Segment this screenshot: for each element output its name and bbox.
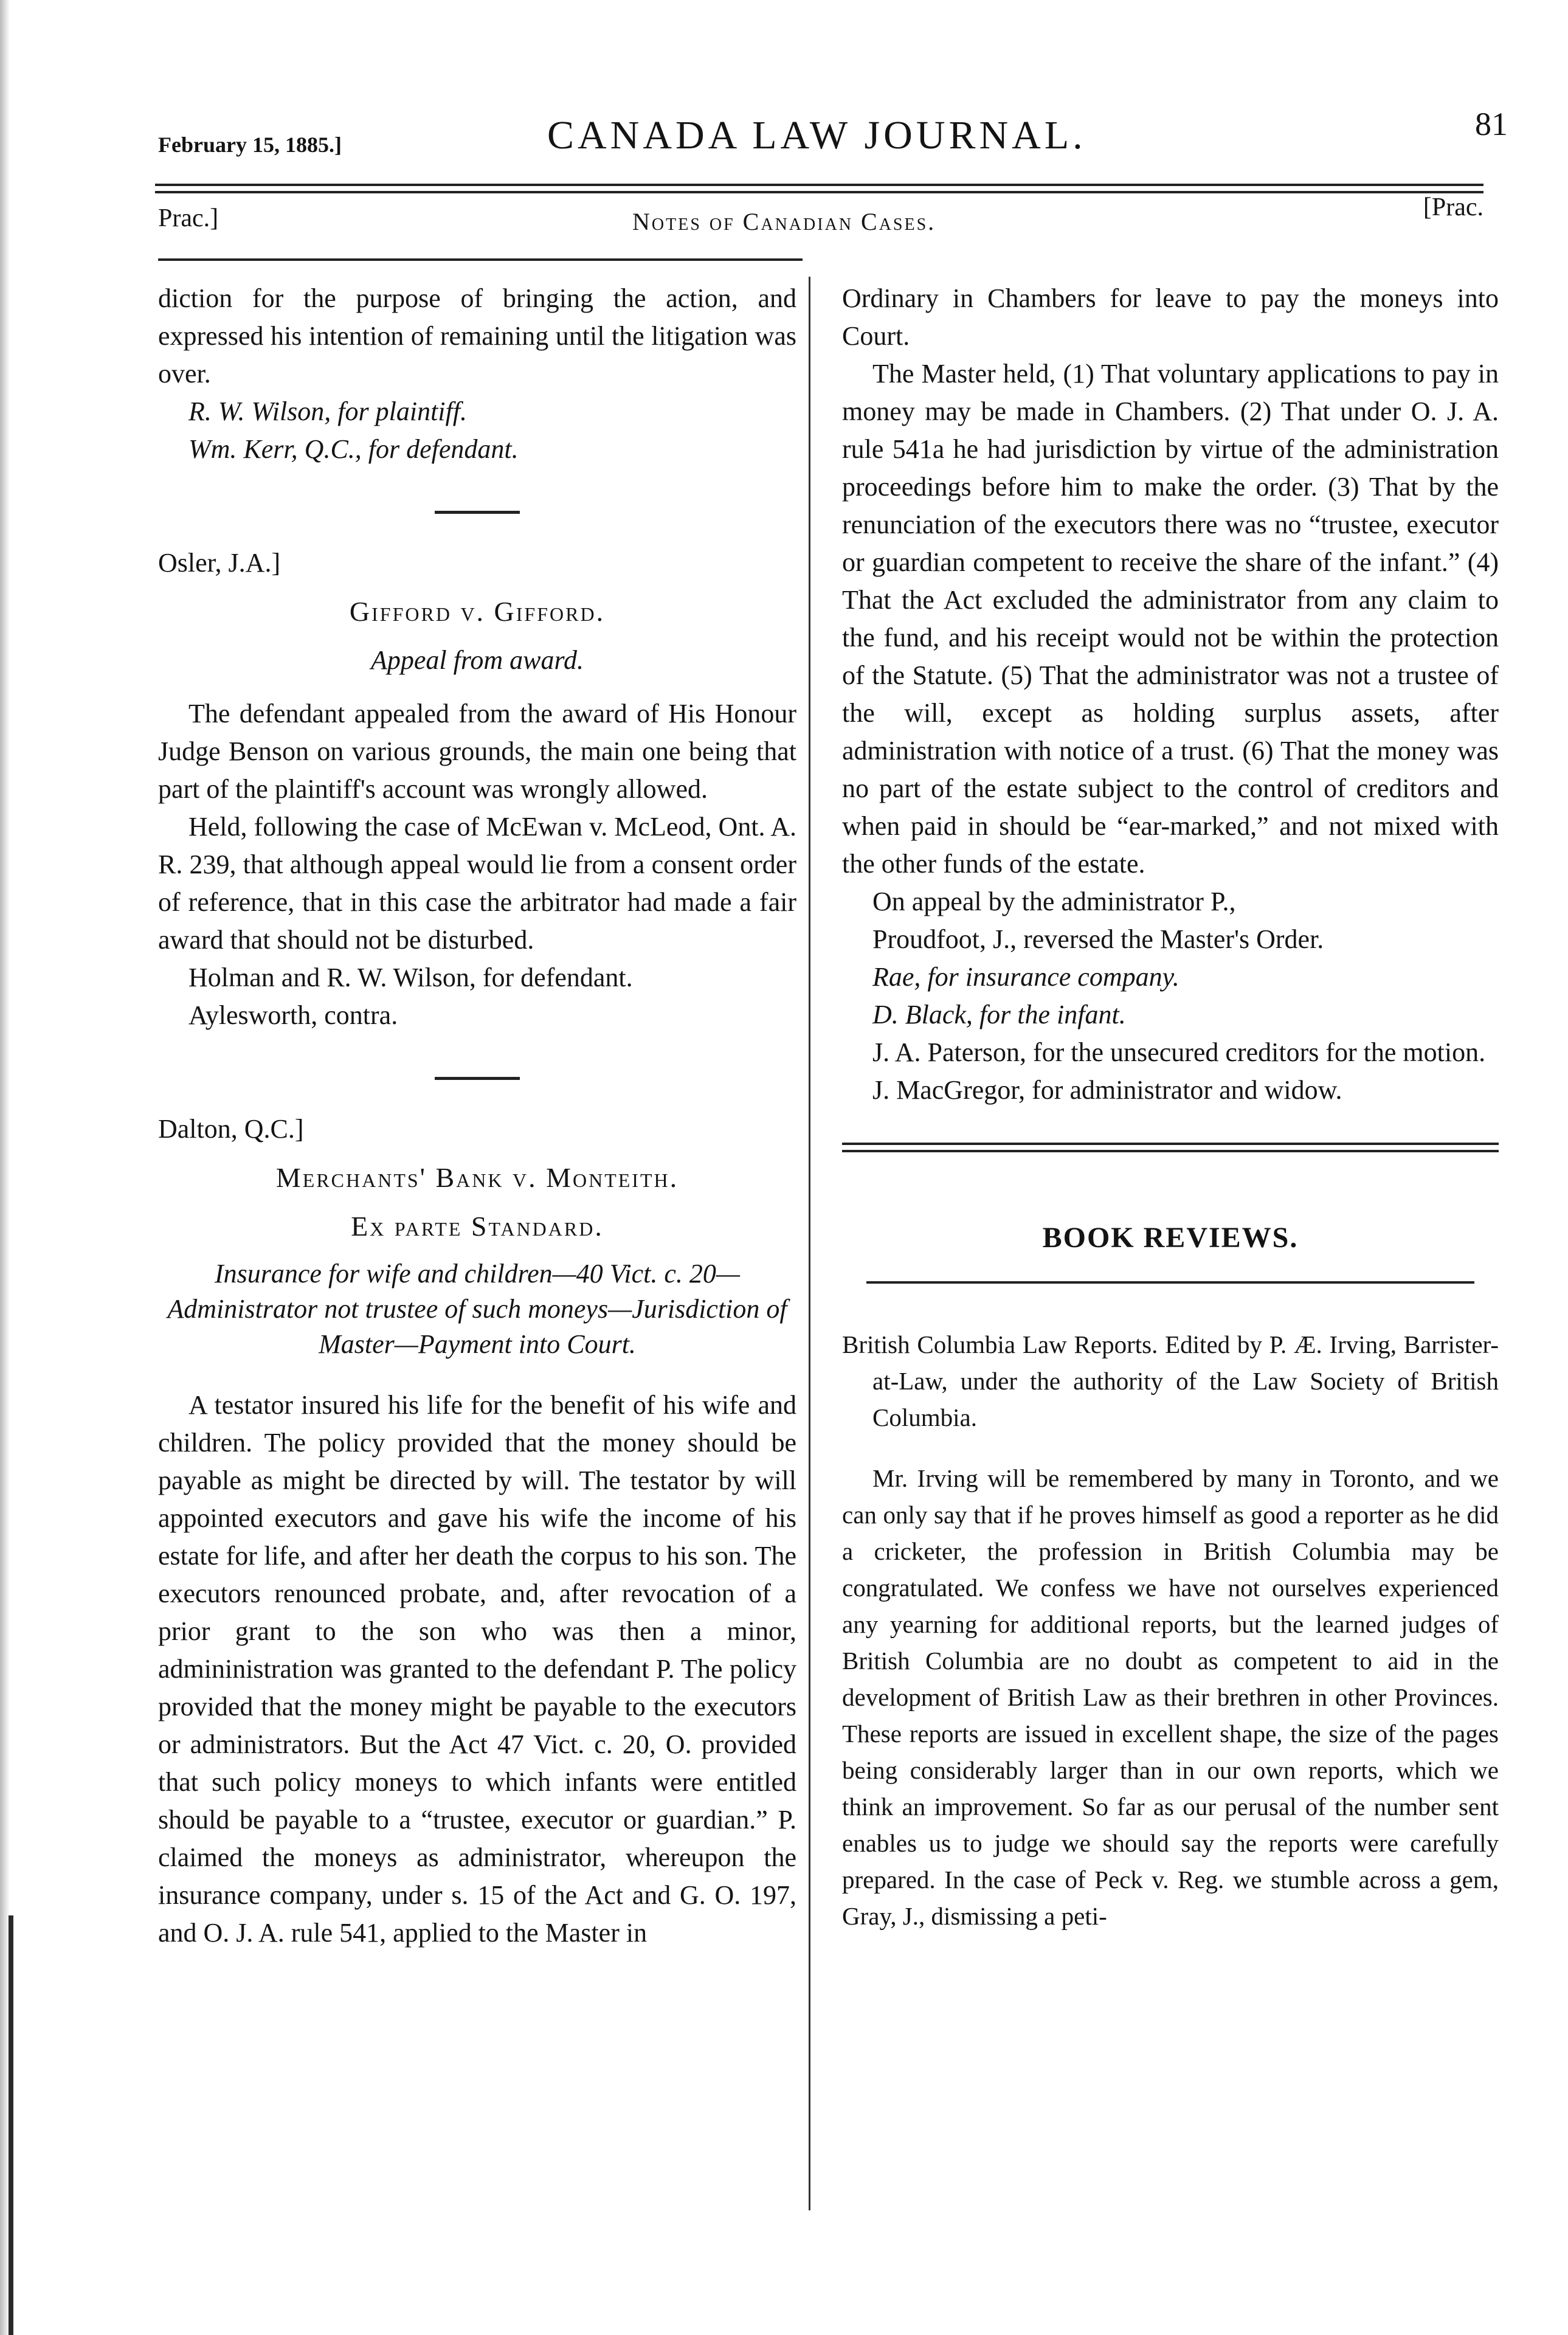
section-name: Notes of Canadian Cases. (632, 208, 936, 235)
appeal-result: Proudfoot, J., reversed the Master's Order. (872, 924, 1324, 954)
header-rule-bottom (155, 191, 1483, 193)
case1-continuation: diction for the purpose of bringing the action, and expressed his intention of remaining until the litigation was over. (158, 283, 796, 389)
review-book-title: British Columbia Law Reports. Edited by P. Æ. Irving, Barrister-at-Law, under the authority of the Law Society of British Columbia. (842, 1330, 1499, 1431)
reviews-rule (866, 1281, 1474, 1284)
case3-title-2: Ex parte Standard. (351, 1211, 604, 1242)
right-column (842, 280, 1499, 1934)
appeal-line: On appeal by the administrator P., (872, 887, 1236, 916)
case3-title: Merchants' Bank v. Monteith. (275, 1162, 679, 1193)
case2-subtitle: Appeal from award. (371, 645, 584, 675)
page-header (158, 106, 1508, 179)
counsel-defendant: Wm. Kerr, Q.C., for defendant. (188, 434, 519, 464)
left-column (158, 280, 796, 1952)
case2-counsel-1: Holman and R. W. Wilson, for defendant. (188, 963, 633, 992)
case3-facts: A testator insured his life for the benefit of his wife and children. The policy provided that the money should be payable as might be directed by will. The testator by will appointed executors and gave his wife the income of his estate for life, and after her death the corpus to his son. The executors renounced probate, and, after revocation of a prior grant to the son who was then a minor, admininistration was granted to the defendant P. The policy provided that the money might be payable to the executors or administrators. But the Act 47 Vict. c. 20, O. provided that such policy moneys to which infants were entitled should be payable to a “trustee, executor or guardian.” P. claimed the moneys as administrator, whereupon the insurance company, under s. 15 of the Act and G. O. 197, and O. J. A. rule 541, applied to the Master in (158, 1390, 796, 1948)
issue-date: February 15, 1885.] (158, 133, 342, 157)
case3-headnote: Insurance for wife and children—40 Vict. c. 20—Administrator not trustee of such moneys—Jurisdiction of Master—Payment into Court. (167, 1259, 787, 1359)
column-divider (809, 277, 810, 2210)
journal-title: CANADA LAW JOURNAL. (547, 113, 1086, 157)
master-holding: The Master held, (1) That voluntary applications to pay in money may be made in Chambers. (2) That under O. J. A. rule 541a he had jurisdiction by virtue of the administration proceedings before him to make the order. (3) That by the renunciation of the executors there was no “trustee, executor or guardian competent to receive the share of the infant.” (4) That the Act excluded the administrator from any claim to the fund, and his receipt would not be within the protection of the Statute. (5) That the administrator was not a trustee of the will, except as holding surplus assets, after administration with notice of a trust. (6) That the money was no part of the estate subject to the control of creditors and when paid in should be “ear-marked,” and not mixed with the other funds of the estate. (842, 359, 1499, 879)
page-number: 81 (1475, 106, 1508, 142)
case2-counsel-2: Aylesworth, contra. (188, 1000, 398, 1030)
case3-judge: Dalton, Q.C.] (158, 1114, 304, 1144)
book-reviews-heading: BOOK REVIEWS. (1042, 1222, 1299, 1254)
case-separator (435, 511, 520, 514)
counsel-infant: D. Black, for the infant. (872, 1000, 1126, 1029)
counsel-administrator: J. MacGregor, for administrator and widow. (872, 1075, 1342, 1105)
case2-facts: The defendant appealed from the award of His Honour Judge Benson on various grounds, the main one being that part of the plaintiff's account was wrongly allowed. (158, 699, 796, 804)
section-double-rule (842, 1143, 1499, 1152)
counsel-plaintiff: R. W. Wilson, for plaintiff. (188, 396, 467, 426)
left-tag: Prac.] (158, 204, 219, 232)
case-separator (435, 1077, 520, 1080)
case2-title: Gifford v. Gifford. (349, 596, 606, 627)
counsel-insurance: Rae, for insurance company. (872, 962, 1179, 992)
section-header (158, 193, 1483, 240)
review-text: Mr. Irving will be remembered by many in Toronto, and we can only say that if he proves himself as good a reporter as he did a cricketer, the profession in British Columbia may be congratulated. We confess we have not ourselves experienced any yearning for additional reports, but the learned judges of British Columbia are no doubt as competent to aid in the development of British Law as their brethren in other Provinces. These reports are issued in excellent shape, the size of the pages being considerably larger than in our own reports, which we think an improvement. So far as our perusal of the number sent enables us to judge we should say the reports were carefully prepared. In the case of Peck v. Reg. we stumble across a gem, Gray, J., dismissing a peti- (842, 1464, 1499, 1930)
case2-holding: Held, following the case of McEwan v. McLeod, Ont. A. R. 239, that although appeal would lie from a consent order of reference, that in this case the arbitrator had made a fair award that should not be disturbed. (158, 812, 796, 955)
left-column-rule (158, 258, 803, 261)
scan-edge-mark (9, 1915, 13, 2335)
case2-judge: Osler, J.A.] (158, 548, 281, 578)
case3-continuation: Ordinary in Chambers for leave to pay the moneys into Court. (842, 283, 1499, 351)
header-rule-top (155, 184, 1483, 186)
right-tag: [Prac. (1423, 193, 1483, 221)
counsel-creditors: J. A. Paterson, for the unsecured creditors for the motion. (872, 1037, 1486, 1067)
